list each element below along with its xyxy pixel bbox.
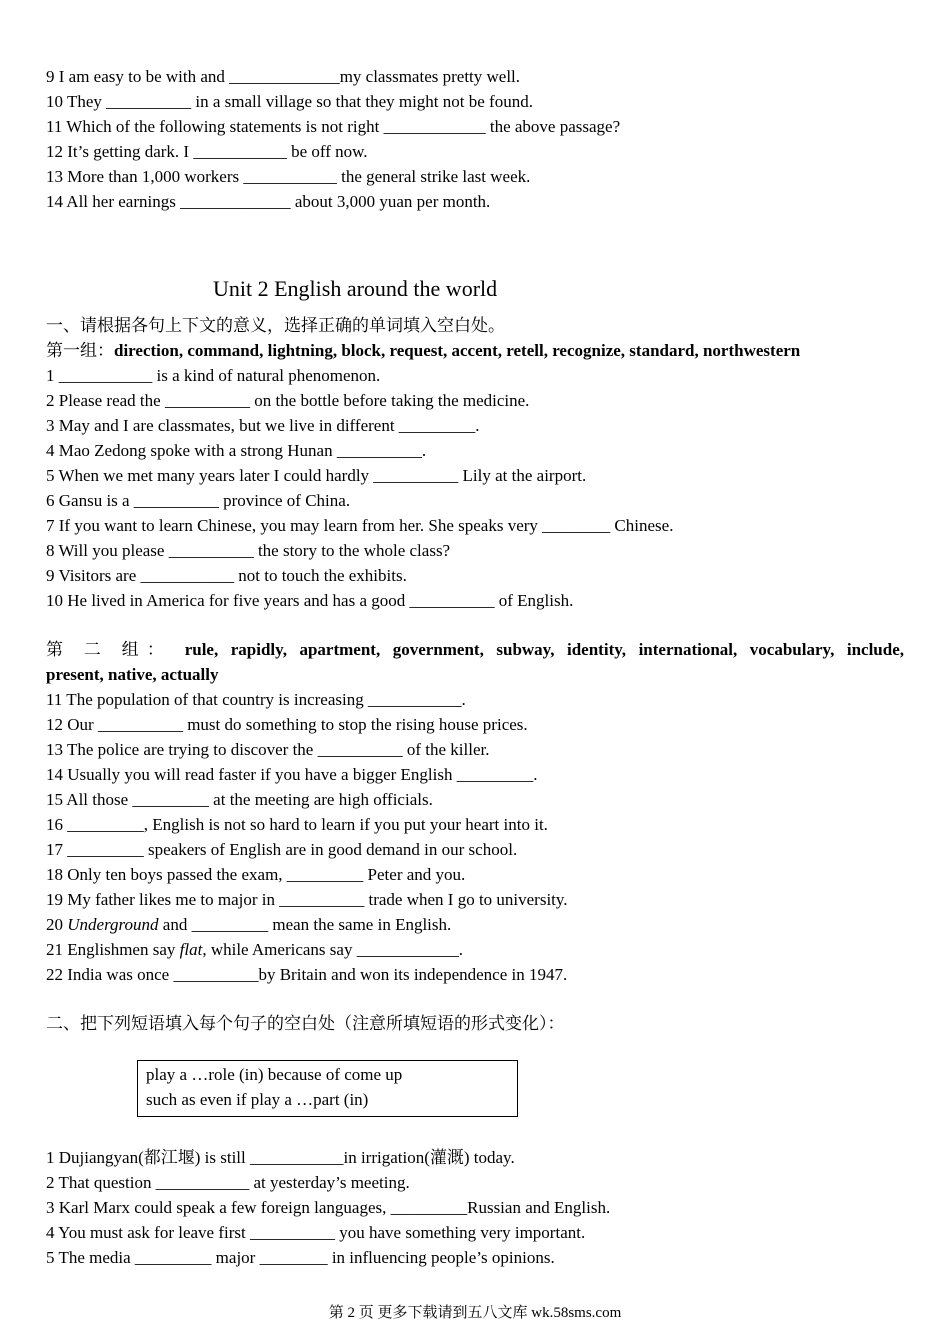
question-line: 22 India was once __________by Britain and won its independence in 1947. <box>46 965 568 984</box>
question-line: 4 You must ask for leave first __________ you have something very important. <box>46 1223 586 1242</box>
question-line: 1 Dujiangyan(都江堰) is still ___________in irrigation(灌溉) today. <box>46 1148 515 1167</box>
question-line: 17 _________ speakers of English are in good demand in our school. <box>46 840 518 859</box>
question-line: 18 Only ten boys passed the exam, _________ Peter and you. <box>46 865 466 884</box>
unit-title: Unit 2 English around the world <box>213 276 498 301</box>
phrase-list: such as even if play a …part (in) <box>146 1090 369 1109</box>
question-line: 19 My father likes me to major in __________ trade when I go to university. <box>46 890 568 909</box>
question-line: 4 Mao Zedong spoke with a strong Hunan __________. <box>46 441 427 460</box>
question-line: 14 Usually you will read faster if you have a bigger English _________. <box>46 765 538 784</box>
question-line: 7 If you want to learn Chinese, you may learn from her. She speaks very ________ Chinese. <box>46 516 674 535</box>
section-heading: 二、把下列短语填入每个句子的空白处（注意所填短语的形式变化）： <box>46 1014 565 1033</box>
question-line: 11 Which of the following statements is not right ____________ the above passage? <box>46 117 621 136</box>
question-line: 21 Englishmen say flat, while Americans say ____________. <box>46 940 463 959</box>
question-line: 5 The media _________ major ________ in influencing people’s opinions. <box>46 1248 555 1267</box>
word-bank: 第 二 组： rule, rapidly, apartment, government, subway, identity, international, vocabulary, include, <box>46 640 905 659</box>
question-line: 9 Visitors are ___________ not to touch the exhibits. <box>46 566 407 585</box>
word-bank-continued: present, native, actually <box>46 665 219 684</box>
section-heading: 一、请根据各句上下文的意义，选择正确的单词填入空白处。 <box>46 316 505 335</box>
question-line: 11 The population of that country is increasing ___________. <box>46 690 466 709</box>
question-line: 14 All her earnings _____________ about 3,000 yuan per month. <box>46 192 491 211</box>
question-line: 16 _________, English is not so hard to learn if you put your heart into it. <box>46 815 548 834</box>
question-line: 6 Gansu is a __________ province of China. <box>46 491 351 510</box>
question-line: 1 ___________ is a kind of natural phenomenon. <box>46 366 381 385</box>
question-line: 9 I am easy to be with and _____________my classmates pretty well. <box>46 67 521 86</box>
phrase-box <box>137 1060 518 1117</box>
question-line: 5 When we met many years later I could hardly __________ Lily at the airport. <box>46 466 587 485</box>
question-line: 20 Underground and _________ mean the same in English. <box>46 915 452 934</box>
question-line: 2 That question ___________ at yesterday’s meeting. <box>46 1173 410 1192</box>
question-line: 10 They __________ in a small village so that they might not be found. <box>46 92 533 111</box>
question-line: 10 He lived in America for five years and has a good __________ of English. <box>46 591 574 610</box>
question-line: 12 Our __________ must do something to stop the rising house prices. <box>46 715 528 734</box>
question-line: 2 Please read the __________ on the bottle before taking the medicine. <box>46 391 530 410</box>
page-footer: 第 2 页 更多下载请到五八文库 wk.58sms.com <box>328 1305 622 1321</box>
question-line: 13 The police are trying to discover the __________ of the killer. <box>46 740 490 759</box>
question-line: 3 May and I are classmates, but we live in different _________. <box>46 416 480 435</box>
question-line: 15 All those _________ at the meeting are high officials. <box>46 790 433 809</box>
phrase-list: play a …role (in) because of come up <box>146 1065 403 1084</box>
question-line: 3 Karl Marx could speak a few foreign languages, _________Russian and English. <box>46 1198 611 1217</box>
question-line: 8 Will you please __________ the story to the whole class? <box>46 541 451 560</box>
question-line: 13 More than 1,000 workers ___________ the general strike last week. <box>46 167 531 186</box>
word-bank: 第一组：direction, command, lightning, block, request, accent, retell, recognize, standard, northwestern <box>46 341 801 360</box>
question-line: 12 It’s getting dark. I ___________ be off now. <box>46 142 368 161</box>
